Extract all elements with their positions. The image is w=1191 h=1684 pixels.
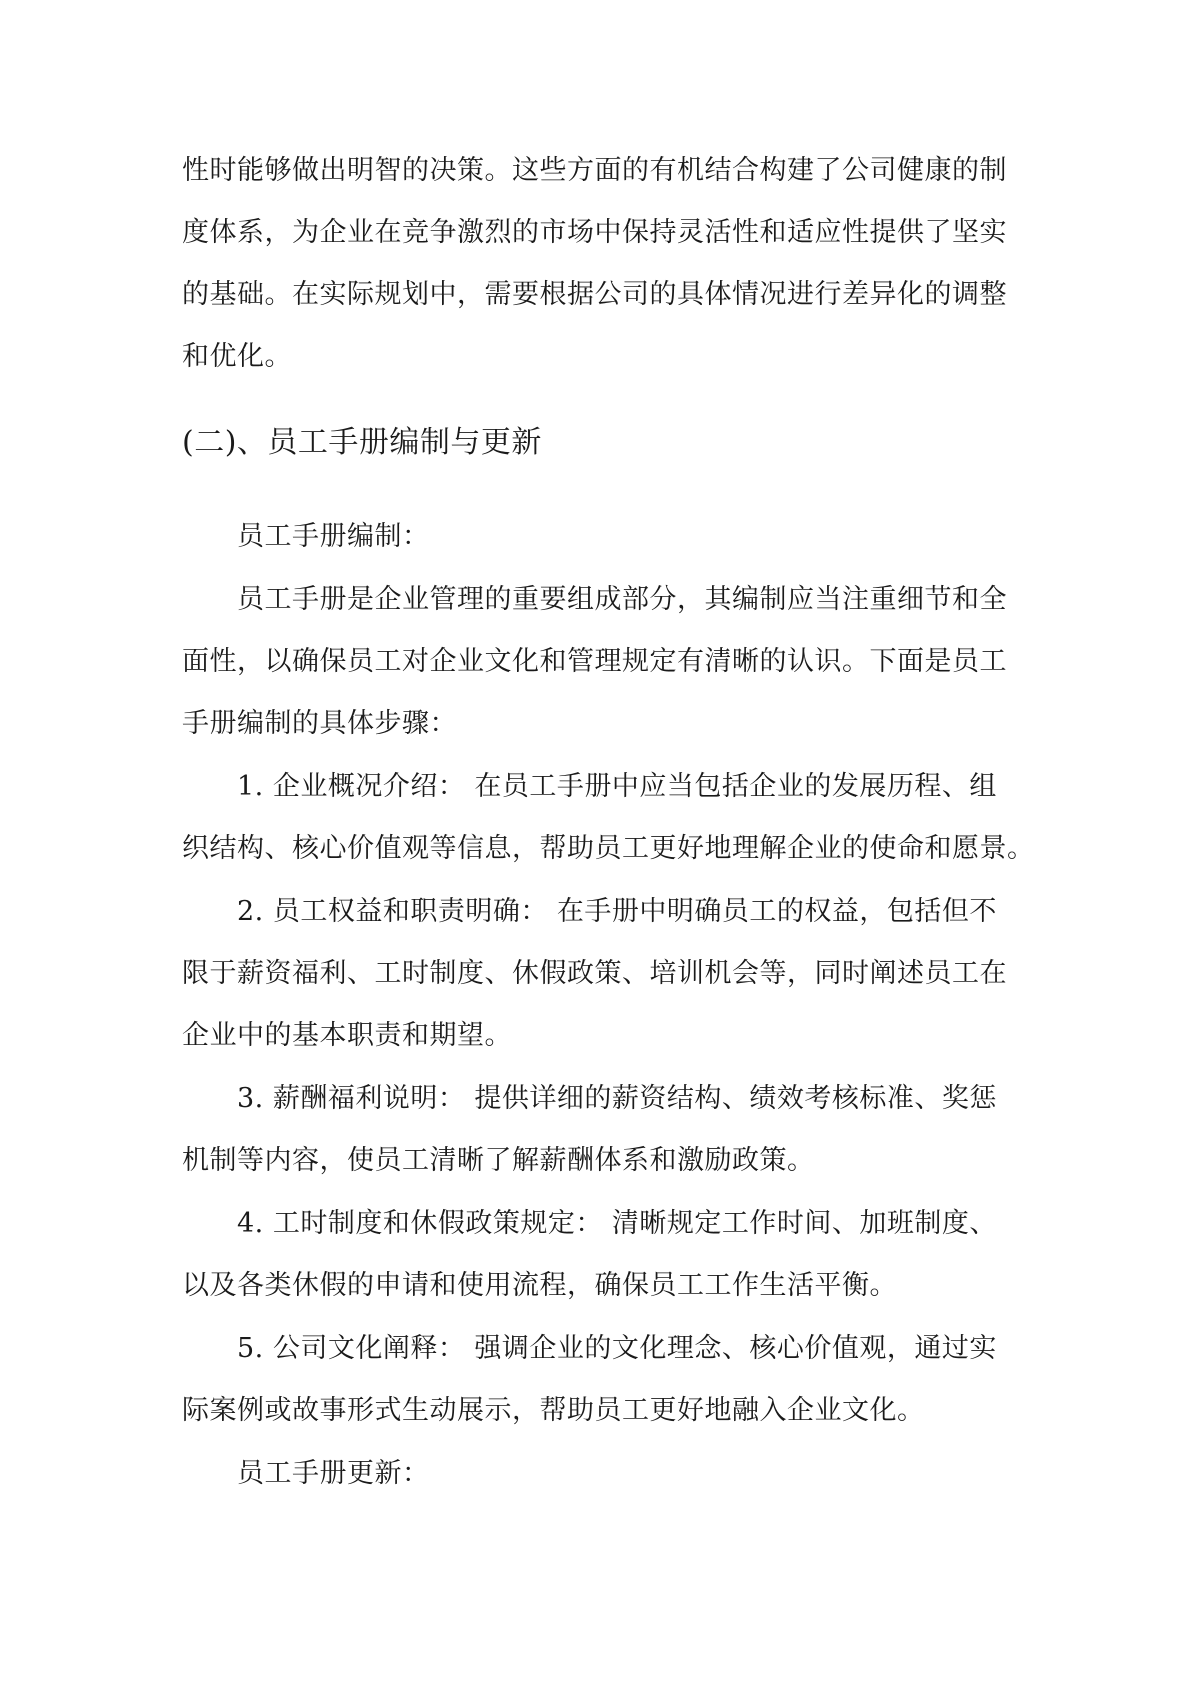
step-1-line: 织结构、核心价值观等信息，帮助员工更好地理解企业的使命和愿景。 — [182, 833, 1035, 864]
step-2-line: 企业中的基本职责和期望。 — [182, 1020, 512, 1051]
body-line: 员工手册是企业管理的重要组成部分，其编制应当注重细节和全 — [237, 584, 1007, 615]
intro-line: 性时能够做出明智的决策。这些方面的有机结合构建了公司健康的制 — [182, 155, 1007, 186]
step-2-line: 限于薪资福利、工时制度、休假政策、培训机会等，同时阐述员工在 — [182, 958, 1007, 989]
body-line: 手册编制的具体步骤： — [182, 708, 457, 739]
step-3-line: 3. 薪酬福利说明： 提供详细的薪资结构、绩效考核标准、奖惩 — [237, 1083, 997, 1114]
step-4-line: 4. 工时制度和休假政策规定： 清晰规定工作时间、加班制度、 — [237, 1208, 997, 1239]
step-1-line: 1. 企业概况介绍： 在员工手册中应当包括企业的发展历程、组 — [237, 771, 997, 802]
step-5-line: 5. 公司文化阐释： 强调企业的文化理念、核心价值观，通过实 — [237, 1333, 997, 1364]
section-heading: (二)、员工手册编制与更新 — [182, 425, 542, 460]
intro-line: 的基础。在实际规划中，需要根据公司的具体情况进行差异化的调整 — [182, 279, 1007, 310]
step-4-line: 以及各类休假的申请和使用流程，确保员工工作生活平衡。 — [182, 1270, 897, 1301]
step-3-line: 机制等内容，使员工清晰了解薪酬体系和激励政策。 — [182, 1145, 815, 1176]
subheading-update: 员工手册更新： — [237, 1458, 430, 1489]
intro-line: 度体系，为企业在竞争激烈的市场中保持灵活性和适应性提供了坚实 — [182, 217, 1007, 248]
step-2-line: 2. 员工权益和职责明确： 在手册中明确员工的权益，包括但不 — [237, 896, 997, 927]
subheading-compile: 员工手册编制： — [237, 521, 430, 552]
step-5-line: 际案例或故事形式生动展示，帮助员工更好地融入企业文化。 — [182, 1395, 925, 1426]
body-line: 面性，以确保员工对企业文化和管理规定有清晰的认识。下面是员工 — [182, 646, 1007, 677]
intro-line: 和优化。 — [182, 341, 292, 372]
